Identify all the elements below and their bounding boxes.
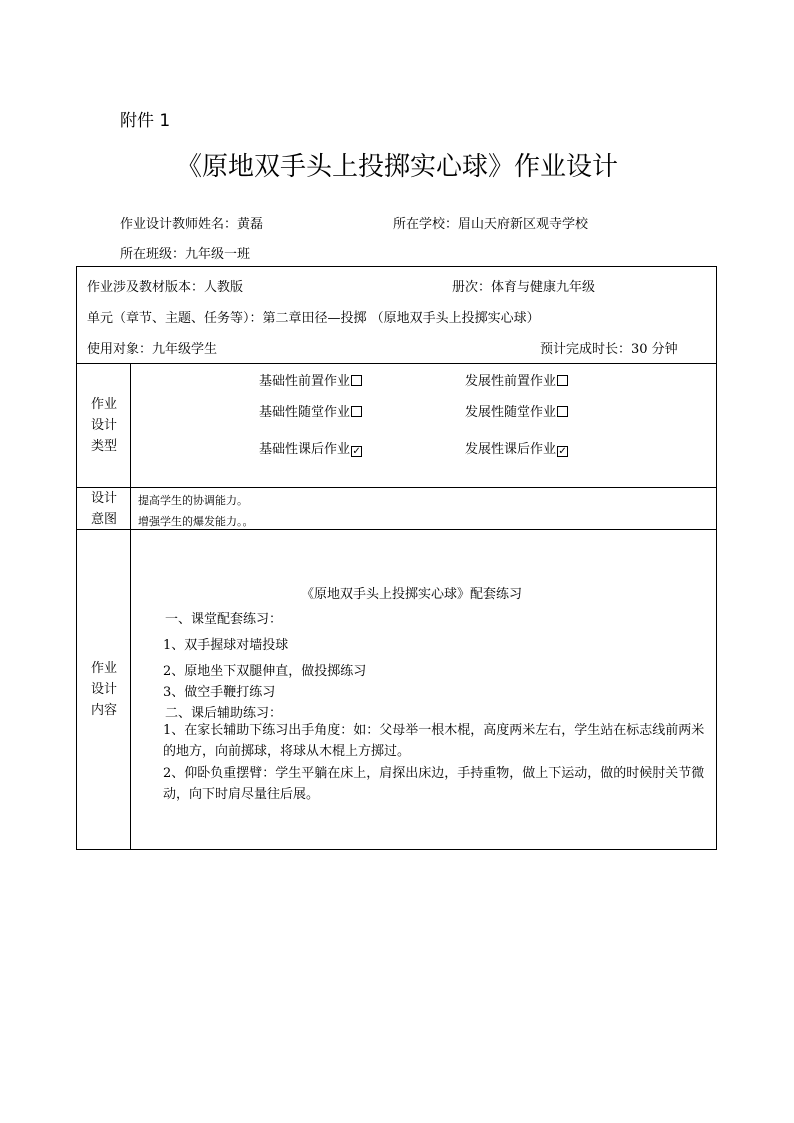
estimated-duration: 预计完成时长：30 分钟	[540, 342, 678, 357]
option-label: 基础性前置作业	[259, 374, 351, 389]
intent-line: 增强学生的爆发能力。。	[138, 515, 254, 528]
basic-in-class-homework	[259, 401, 362, 420]
basic-after-class-homework	[259, 438, 362, 457]
type-section-label	[77, 394, 131, 457]
attachment-label: 附件 1	[120, 111, 171, 131]
option-label: 发展性课后作业	[465, 442, 557, 457]
option-label: 基础性课后作业	[259, 442, 351, 457]
textbook-version: 作业涉及教材版本：人教版	[87, 280, 244, 295]
document-title: 《原地双手头上投掷实心球》作业设计	[175, 152, 618, 182]
label-line: 内容	[90, 703, 117, 718]
content-section-label	[77, 658, 131, 721]
textbook-volume: 册次：体育与健康九年级	[452, 280, 596, 295]
table-divider	[77, 487, 716, 488]
school-name: 所在学校：眉山天府新区观寺学校	[393, 217, 589, 232]
exercise-item: 1、双手握球对墙投球	[163, 638, 289, 653]
intent-section-label	[77, 488, 131, 530]
checkbox[interactable]	[557, 406, 568, 417]
basic-pre-homework	[259, 370, 362, 389]
after-class-exercise-item: 2、仰卧负重摆臂：学生平躺在床上，肩探出床边，手持重物，做上下运动，做的时候肘关节微动，向下时肩尽量往后展。	[163, 766, 705, 802]
target-audience: 使用对象：九年级学生	[87, 342, 218, 357]
label-line: 类型	[90, 439, 117, 454]
label-line: 意图	[90, 512, 117, 527]
after-class-exercise-item: 1、在家长辅助下练习出手角度：如：父母举一根木棍，高度两米左右，学生站在标志线前两米的地方，向前掷球，将球从木棍上方掷过。	[163, 723, 705, 759]
label-line: 设计	[90, 491, 117, 506]
checkbox[interactable]	[557, 375, 568, 386]
developmental-in-class-homework	[465, 401, 568, 420]
exercise-heading: 《原地双手头上投掷实心球》配套练习	[301, 587, 523, 602]
homework-design-table	[76, 266, 717, 850]
checkbox-checked[interactable]: ✓	[352, 446, 361, 457]
checkbox-checked[interactable]: ✓	[558, 446, 567, 457]
option-label: 发展性前置作业	[465, 374, 557, 389]
label-line: 设计	[90, 682, 117, 697]
in-class-exercise-title: 一、课堂配套练习：	[165, 612, 283, 627]
option-label: 基础性随堂作业	[259, 405, 351, 420]
table-divider	[77, 363, 716, 364]
table-divider	[77, 529, 716, 530]
after-class-exercise-title: 二、课后辅助练习：	[165, 706, 283, 721]
class-name: 所在班级：九年级一班	[120, 247, 251, 262]
checkbox[interactable]	[351, 375, 362, 386]
label-line: 作业	[90, 397, 117, 412]
label-line: 设计	[90, 418, 117, 433]
intent-line: 提高学生的协调能力。	[138, 494, 248, 507]
unit-info: 单元（章节、主题、任务等）：第二章田径—投掷 （原地双手头上投掷实心球）	[87, 311, 540, 326]
exercise-item: 2、原地坐下双腿伸直，做投掷练习	[163, 664, 367, 679]
teacher-name: 作业设计教师姓名：黄磊	[120, 217, 264, 232]
developmental-pre-homework	[465, 370, 568, 389]
label-line: 作业	[90, 661, 117, 676]
exercise-item: 3、做空手鞭打练习	[163, 685, 276, 700]
option-label: 发展性随堂作业	[465, 405, 557, 420]
checkbox[interactable]	[351, 406, 362, 417]
developmental-after-class-homework	[465, 438, 568, 457]
